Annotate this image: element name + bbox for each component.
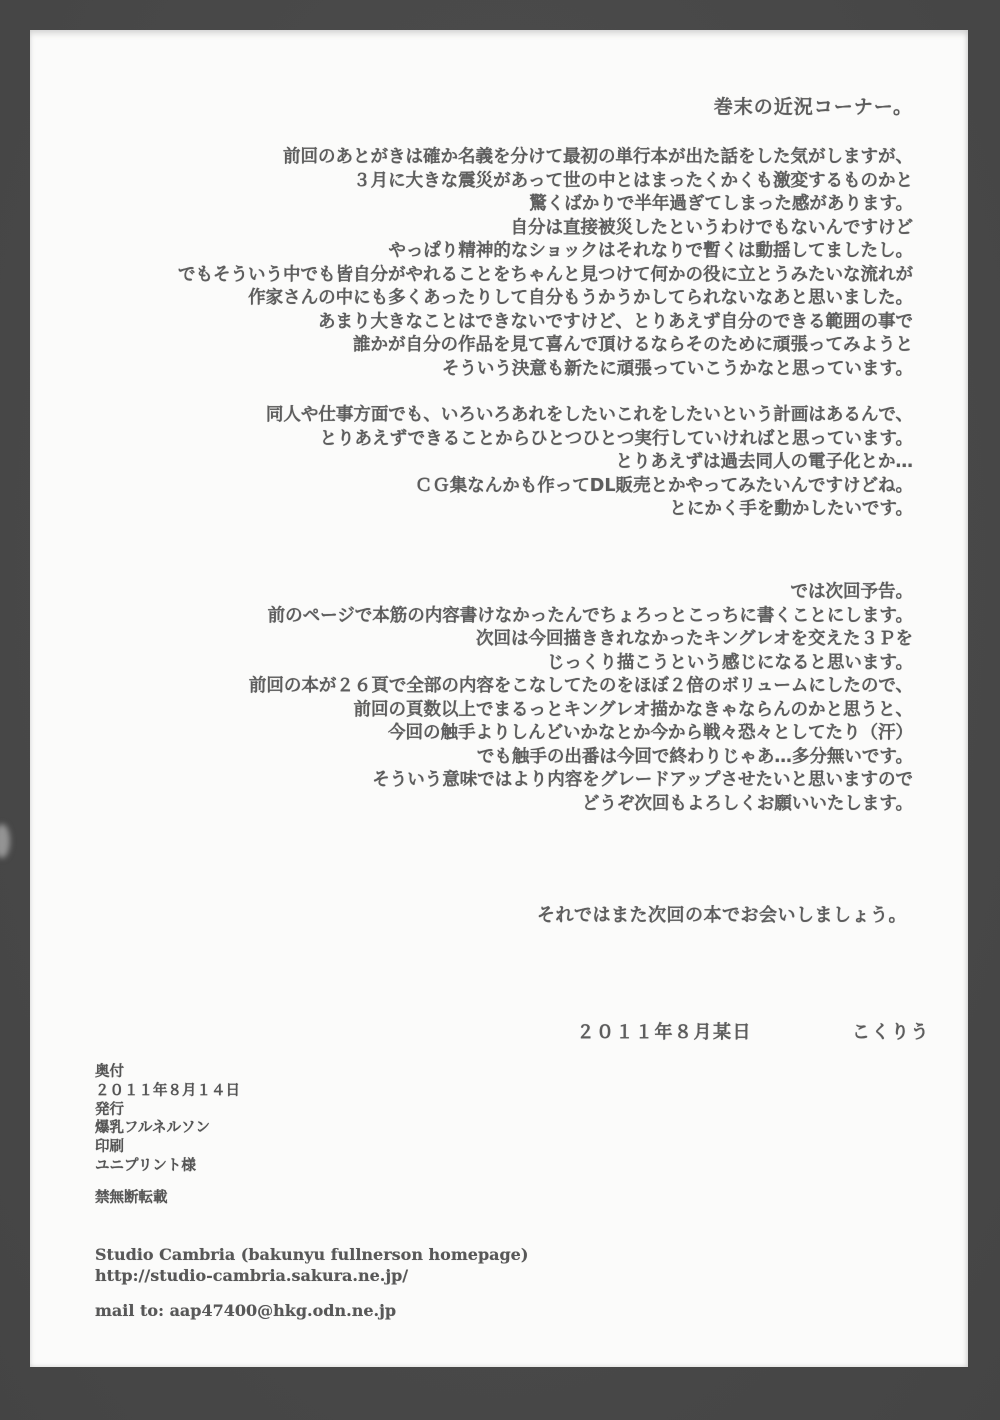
text-line: 自分は直接被災したというわけでもないんですけど xyxy=(510,217,913,238)
mail-address: mail to: aap47400@hkg.odn.ne.jp xyxy=(95,1301,397,1320)
text-line: 誰かが自分の作品を見て喜んで頂けるならそのために頑張ってみようと xyxy=(353,335,913,355)
colophon-label: 奥付 xyxy=(95,1064,124,1080)
paper-page xyxy=(30,30,968,1367)
text-line: 前回の本が２６頁で全部の内容をこなしてたのをほぼ２倍のボリュームにしたので、 xyxy=(248,676,913,696)
afterword-paragraph-2 xyxy=(266,404,913,522)
farewell-line: それではまた次回の本でお会いしましょう。 xyxy=(537,905,907,926)
text-line: とりあえずは過去同人の電子化とか… xyxy=(615,452,913,472)
author-name: こくりう xyxy=(852,1022,930,1043)
text-line: 同人や仕事方面でも、いろいろあれをしたいこれをしたいという計画はあるんで、 xyxy=(265,405,913,425)
text-line: 前のページで本筋の内容書けなかったんでちょろっとこっちに書くことにします。 xyxy=(267,605,913,626)
colophon-date: ２０１１年８月１４日 xyxy=(95,1082,240,1099)
next-issue-paragraph xyxy=(249,581,913,816)
homepage-url: http://studio-cambria.sakura.ne.jp/ xyxy=(95,1266,409,1285)
text-line: 前回のあとがきは確か名義を分けて最初の単行本が出た話をした気がしますが、 xyxy=(283,147,913,167)
text-line: 作家さんの中にも多くあったりして自分もうかうかしてられないなあと思いました。 xyxy=(248,288,913,308)
printer-name: ユニプリント様 xyxy=(95,1157,196,1174)
text-line: どうぞ次回もよろしくお願いいたします。 xyxy=(581,793,913,814)
text-line: あまり大きなことはできないですけど、とりあえず自分のできる範囲の事で xyxy=(318,311,913,332)
scan-artifact-blob xyxy=(0,824,10,858)
text-line: とにかく手を動かしたいです。 xyxy=(669,499,913,519)
text-line: 前回の頁数以上でまるっとキングレオ描かなきゃならんのかと思うと、 xyxy=(353,699,913,720)
text-line: やっぱり精神的なショックはそれなりで暫くは動揺してましたし。 xyxy=(388,241,913,261)
text-line: ３月に大きな震災があって世の中とはまったくかくも激変するものかと xyxy=(353,170,913,191)
studio-info-block xyxy=(95,1244,528,1321)
print-label: 印刷 xyxy=(95,1139,124,1156)
publisher-name: 爆乳フルネルソン xyxy=(95,1120,210,1137)
text-line: でもそういう中でも皆自分がやれることをちゃんと見つけて何かの役に立とうみたいな流れが xyxy=(178,264,913,285)
text-line: でも触手の出番は今回で終わりじゃあ…多分無いです。 xyxy=(476,746,913,767)
text-line: ＣＧ集なんかも作ってDL販売とかやってみたいんですけどね。 xyxy=(414,475,913,496)
colophon-block xyxy=(95,1063,240,1208)
studio-name: Studio Cambria (bakunyu fullnerson homepage) xyxy=(95,1245,529,1264)
text-line: 次回は今回描ききれなかったキングレオを交えた３Ｐを xyxy=(476,629,913,649)
signoff-line xyxy=(577,1018,931,1044)
publish-label: 発行 xyxy=(95,1101,124,1118)
text-line: 今回の触手よりしんどいかなとか今から戦々恐々としてたり（汗） xyxy=(388,723,913,743)
reprint-notice: 禁無断転載 xyxy=(95,1189,168,1206)
text-line: 驚くばかりで半年過ぎてしまった感があります。 xyxy=(529,194,913,214)
text-line: そういう決意も新たに頑張っていこうかなと思っています。 xyxy=(441,358,913,379)
text-line: じっくり描こうという感じになると思います。 xyxy=(546,652,913,673)
text-line: とりあえずできることからひとつひとつ実行していければと思っています。 xyxy=(319,428,913,449)
page-title: 巻末の近況コーナー。 xyxy=(713,96,913,118)
text-line: そういう意味ではより内容をグレードアップさせたいと思いますので xyxy=(372,770,913,790)
afterword-paragraph-1 xyxy=(178,146,913,381)
text-line: では次回予告。 xyxy=(790,582,913,602)
signoff-date: ２０１１年８月某日 xyxy=(576,1022,752,1043)
